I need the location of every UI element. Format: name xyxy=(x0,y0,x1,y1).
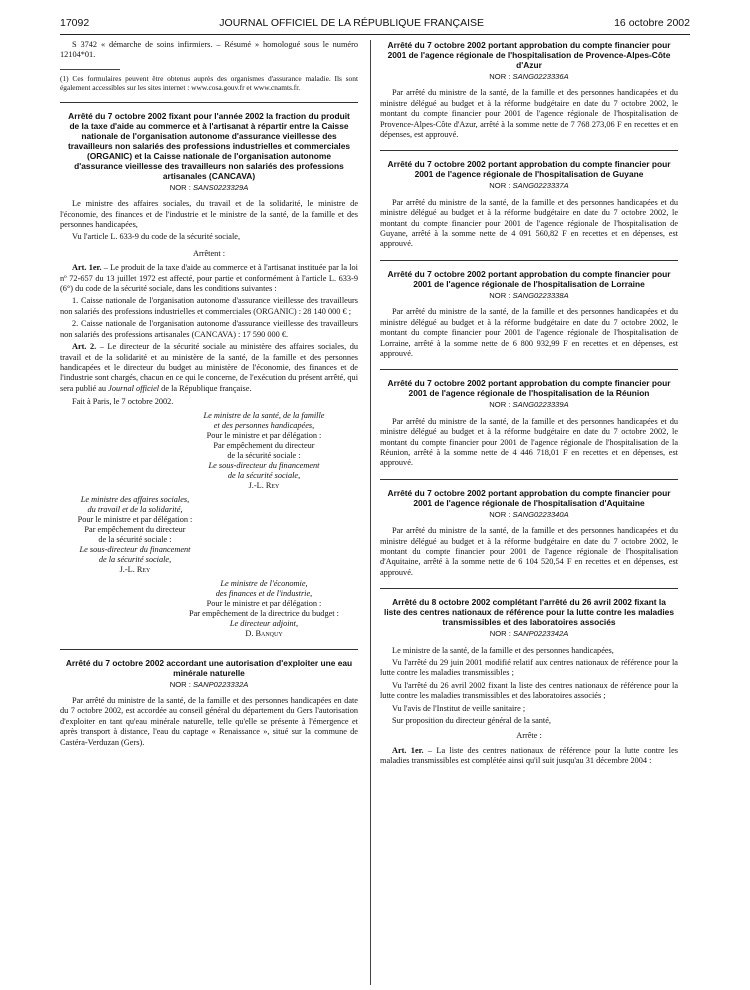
decree-title: Arrêté du 7 octobre 2002 portant approbation du compte financier pour 2001 de l'agence régionale de l'hospitalisation de Guyane xyxy=(387,159,671,180)
decree-visa: Sur proposition du directeur général de la santé, xyxy=(392,716,551,726)
article-1-item-1: 1. Caisse nationale de l'organisation autonome d'assurance vieillesse des travailleurs non salariés des professions industrielles et commerciales (ORGANIC) : 28 140 000 € ; xyxy=(60,296,358,316)
decree-preamble: Le ministre des affaires sociales, du travail et de la solidarité, le ministre de l'économie, des finances et de l'industrie et le ministre de la santé, de la famille et des personnes handicapées, xyxy=(60,199,358,230)
decree-body: Par arrêté du ministre de la santé, de la famille et des personnes handicapées et du ministre délégué au budget et à la réforme budgétaire en date du 7 octobre 2002, le montant du compte financier pour 2001 de l'agence régionale de l'hospitalisation d'Aquitaine, arrêté à la somme nette de 6 104 520,54 F en recettes et en dépenses, est approuvé. xyxy=(380,526,678,577)
decree-title: Arrêté du 7 octobre 2002 portant approbation du compte financier pour 2001 de l'agence régionale de l'hospitalisation de Provence-Alpes-Côte d'Azur xyxy=(387,40,671,70)
section-separator xyxy=(60,649,358,650)
article-1-item-2: 2. Caisse nationale de l'organisation autonome d'assurance vieillesse des travailleurs non salariés des professions artisanales (CANCAVA) : 17 590 000 €. xyxy=(60,319,358,339)
page-header xyxy=(60,14,690,32)
section-separator xyxy=(380,150,678,151)
nor-reference: NOR : SANP0223342A xyxy=(489,629,569,639)
signature-date: Fait à Paris, le 7 octobre 2002. xyxy=(72,397,174,407)
decree-title: Arrêté du 7 octobre 2002 portant approbation du compte financier pour 2001 de l'agence régionale de l'hospitalisation de la Réunion xyxy=(387,378,671,399)
section-separator xyxy=(60,102,358,103)
nor-reference: NOR : SANG0223337A xyxy=(489,181,569,191)
nor-reference: NOR : SANG0223340A xyxy=(489,509,569,519)
footnote-rule xyxy=(60,69,120,70)
decree-visa: Vu l'arrêté du 26 avril 2002 fixant la liste des centres nationaux de référence pour la lutte contre les maladies transmissibles et des laboratoires associés ; xyxy=(380,680,678,701)
decree-title: Arrêté du 8 octobre 2002 complétant l'arrêté du 26 avril 2002 fixant la liste des centres nationaux de référence pour la lutte contre les maladies transmissibles et des laboratoires associés xyxy=(384,597,674,628)
section-separator xyxy=(380,588,678,589)
decree-preamble: Le ministre de la santé, de la famille et des personnes handicapées, xyxy=(392,645,614,655)
signature-block-social-affairs: Le ministre des affaires sociales, du travail et de la solidarité, Pour le ministre et par délégation : Par empêchement du directeur de la sécurité sociale : Le sous-directeur du financement de la sécurité sociale, J.-L. Rey xyxy=(77,494,193,574)
footnote: (1) Ces formulaires peuvent être obtenus auprès des organismes d'assurance maladie. Ils sont également accessibles sur les sites internet : www.cosa.gouv.fr et www.cnamts.fr. xyxy=(60,73,358,92)
decree-title: Arrêté du 7 octobre 2002 portant approbation du compte financier pour 2001 de l'agence régionale de l'hospitalisation d'Aquitaine xyxy=(387,487,671,508)
arrete-heading: Arrête : xyxy=(516,731,542,741)
page-number: 17092 xyxy=(60,17,90,29)
right-column xyxy=(380,40,678,769)
signature-block-economy: Le ministre de l'économie, des finances et de l'industrie, Pour le ministre et par délégation : Par empêchement de la directrice du budget : Le directeur adjoint, D. Banquy xyxy=(189,578,339,638)
article-2: Art. 2. – Le directeur de la sécurité sociale au ministère des affaires sociales, du travail et de la solidarité et au ministère de la santé, de la famille et des personnes handicapées et le directeur du budget au ministère de l'économie, des finances et de l'industrie sont chargés, chacun en ce qui le concerne, de l'exécution du présent arrêté, qui sera publié au Journal officiel de la République française. xyxy=(60,342,358,393)
decree-visa: Vu l'avis de l'Institut de veille sanitaire ; xyxy=(392,703,526,713)
section-separator xyxy=(380,479,678,480)
nor-reference: NOR : SANG0223338A xyxy=(489,290,569,300)
decree-body: Par arrêté du ministre de la santé, de la famille et des personnes handicapées et du ministre délégué au budget et à la réforme budgétaire en date du 7 octobre 2002, le montant du compte financier pour 2001 de l'agence régionale de l'hospitalisation de Lorraine, arrêté à la somme nette de 6 800 932,99 F en recettes et en dépenses, est approuvé. xyxy=(380,307,678,358)
nor-reference: NOR : SANS0223329A xyxy=(169,182,249,192)
intro-paragraph: S 3742 « démarche de soins infirmiers. – Résumé » homologué sous le numéro 12104*01. xyxy=(60,40,358,60)
decree-body: Par arrêté du ministre de la santé, de la famille et des personnes handicapées et du ministre délégué au budget et à la réforme budgétaire en date du 7 octobre 2002, le montant du compte financier pour 2001 de l'agence régionale de l'hospitalisation de Guyane, arrêté à la somme nette de 4 091 560,82 F en recettes et en dépenses, est approuvé. xyxy=(380,197,678,249)
issue-date: 16 octobre 2002 xyxy=(614,17,690,29)
left-column xyxy=(60,40,358,750)
header-rule xyxy=(60,34,690,35)
article-1: Art. 1er. – Le produit de la taxe d'aide au commerce et à l'artisanat instituée par la loi nº 72-657 du 13 juillet 1972 est affecté, pour partie et conformément à l'article L. 633-9 (6°) du code de la sécurité sociale, dans les conditions suivantes : xyxy=(60,263,358,294)
section-separator xyxy=(380,369,678,370)
article-1: Art. 1er. – La liste des centres nationaux de référence pour la lutte contre les maladies transmissibles est complétée ainsi qu'il suit jusqu'au 31 décembre 2004 : xyxy=(380,745,679,766)
nor-reference: NOR : SANG0223336A xyxy=(489,72,569,81)
decree-visa: Vu l'arrêté du 29 juin 2001 modifié relatif aux centres nationaux de référence pour la lutte contre les maladies transmissibles ; xyxy=(380,658,678,678)
nor-reference: NOR : SANG0223339A xyxy=(489,400,569,410)
nor-reference: NOR : SANP0223332A xyxy=(169,679,249,689)
decree-title: Arrêté du 7 octobre 2002 accordant une autorisation d'exploiter une eau minérale naturelle xyxy=(65,657,353,678)
decree-visa: Vu l'article L. 633-9 du code de la sécurité sociale, xyxy=(72,232,241,242)
signature-block-health: Le ministre de la santé, de la famille et des personnes handicapées, Pour le ministre et par délégation : Par empêchement du directeur de la sécurité sociale : Le sous-directeur du financement de la sécurité sociale, J.-L. Rey xyxy=(203,410,325,490)
decree-body: Par arrêté du ministre de la santé, de la famille et des personnes handicapées en date du 7 octobre 2002, est accordée au conseil général du département du Gers l'autorisation d'exploiter en tant qu'eau minérale naturelle, telle qu'elle se présente à l'émergence et après transport à distance, l'eau du captage « Renaissance », situé sur la commune de Castéra-Verduzan (Gers). xyxy=(60,695,358,747)
decree-body: Par arrêté du ministre de la santé, de la famille et des personnes handicapées et du ministre délégué au budget et à la réforme budgétaire en date du 7 octobre 2002, le montant du compte financier pour 2001 de l'agence régionale de l'hospitalisation de la Réunion, arrêté à la somme nette de 4 446 718,01 F en recettes et en dépenses, est approuvé. xyxy=(380,416,678,468)
arretent-heading: Arrêtent : xyxy=(192,248,226,258)
decree-title: Arrêté du 7 octobre 2002 fixant pour l'année 2002 la fraction du produit de la taxe d'aide au commerce et à l'artisanat à répartir entre la Caisse nationale de l'organisation autonome d'assurance vieillesse des travailleurs non salariés des professions industrielles et commerciales (ORGANIC) et la Caisse nationale de l'organisation autonome d'assurance vieillesse des travailleurs non salariés des professions artisanales (CANCAVA) xyxy=(67,110,351,181)
column-divider xyxy=(370,40,371,985)
decree-body: Par arrêté du ministre de la santé, de la famille et des personnes handicapées et du ministre délégué au budget et à la réforme budgétaire en date du 7 octobre 2002, le montant du compte financier pour 2001 de l'agence régionale de l'hospitalisation de Provence-Alpes-Côte d'Azur, arrêté à la somme nette de 7 768 273,06 F en recettes et en dépenses, est approuvé. xyxy=(380,88,678,140)
section-separator xyxy=(380,260,678,261)
decree-title: Arrêté du 7 octobre 2002 portant approbation du compte financier pour 2001 de l'agence régionale de l'hospitalisation de Lorraine xyxy=(387,268,671,289)
journal-title: JOURNAL OFFICIEL DE LA RÉPUBLIQUE FRANÇAISE xyxy=(219,17,484,29)
